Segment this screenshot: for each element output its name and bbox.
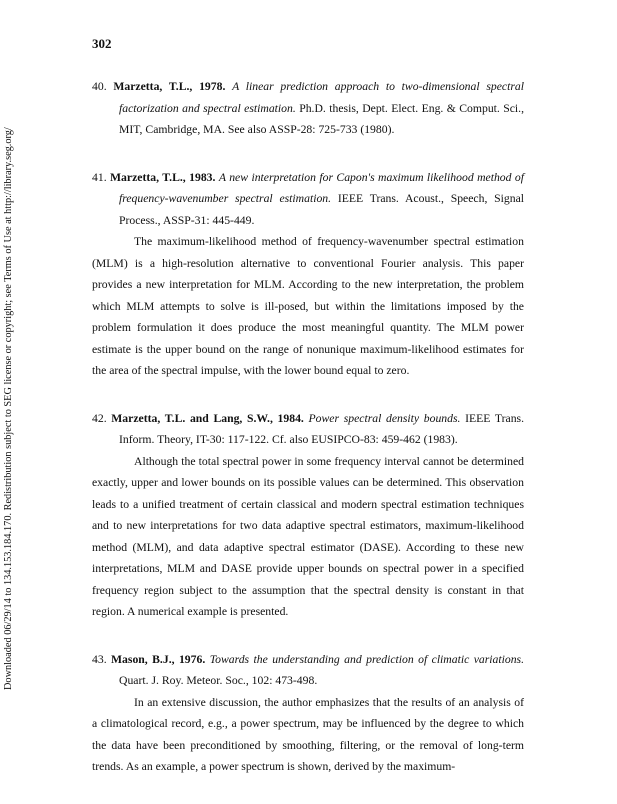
entry-source: Quart. J. Roy. Meteor. Soc., 102: 473-498. [119,674,318,687]
citation [92,649,524,692]
entry-number: 40. [92,80,107,93]
entry-number: 41. [92,170,107,184]
entry-title: Power spectral density bounds. [308,411,461,425]
citation [92,76,524,141]
entry-authors: Marzetta, T.L. and Lang, S.W., 1984. [111,411,304,425]
reference-entry [92,167,524,382]
entry-authors: Mason, B.J., 1976. [111,652,206,666]
reference-entry [92,408,524,623]
reference-entry [92,649,524,778]
entry-source: Ph.D. thesis, Dept. Elect. Eng. & Comput. Sci., MIT, Cambridge, MA. See also ASSP-28: 725-733 (1980). [119,101,525,136]
citation [92,167,524,232]
entry-source: IEEE Trans. Acoust., Speech, Signal Process., ASSP-31: 445-449. [119,192,525,227]
entry-authors: Marzetta, T.L., 1978. [113,80,226,93]
entry-title: A new interpretation for Capon's maximum likelihood method of frequency-wavenumber spectral estimation. [119,170,524,205]
entry-number: 43. [92,652,107,666]
entry-title: A linear prediction approach to two-dimensional spectral factorization and spectral estimation. [119,80,524,115]
entry-abstract: The maximum-likelihood method of frequency-wavenumber spectral estimation (MLM) is a high-resolution alternative to conventional Fourier analysis. This paper provides a new interpretation for MLM. According to the new interpretation, the problem which MLM attempts to solve is ill-posed, but within the limitations imposed by the problem formulation it does produce the most meaningful quantity. The MLM power estimate is the upper bound on the range of nonunique maximum-likelihood estimates for the area of the spectral impulse, with the lower bound equal to zero. [92,235,524,377]
citation [92,408,524,451]
download-notice: Downloaded 06/29/14 to 134.153.184.170. Redistribution subject to SEG license or copyright; see Terms of Use at http://library.seg.org/ [3,127,14,690]
entry-source: IEEE Trans. Inform. Theory, IT-30: 117-122. Cf. also EUSIPCO-83: 459-462 (1983). [119,411,525,446]
entry-number: 42. [92,411,107,425]
entry-authors: Marzetta, T.L., 1983. [110,170,216,184]
entry-abstract: Although the total spectral power in some frequency interval cannot be determined exactly, upper and lower bounds on its possible values can be determined. This observation leads to a unified treatment of certain classical and modern spectral estimation techniques and to new interpretations for two data adaptive spectral estimators, maximum-likelihood method (MLM), and data adaptive spectral estimator (DASE). According to these new interpretations, MLM and DASE provide upper bounds on spectral power in a specified frequency region subject to the assumption that the spectral density is constant in that region. A numerical example is presented. [92,454,524,618]
entry-title: Towards the understanding and prediction of climatic variations. [209,652,525,666]
reference-list [92,76,524,804]
reference-entry [92,76,524,141]
entry-abstract: In an extensive discussion, the author emphasizes that the results of an analysis of a climatological record, e.g., a power spectrum, may be influenced by the degree to which the data have been preconditioned by smoothing, filtering, or the removal of long-term trends. As an example, a power spectrum is shown, derived by the maximum- [92,695,524,773]
page-number: 302 [92,36,112,51]
